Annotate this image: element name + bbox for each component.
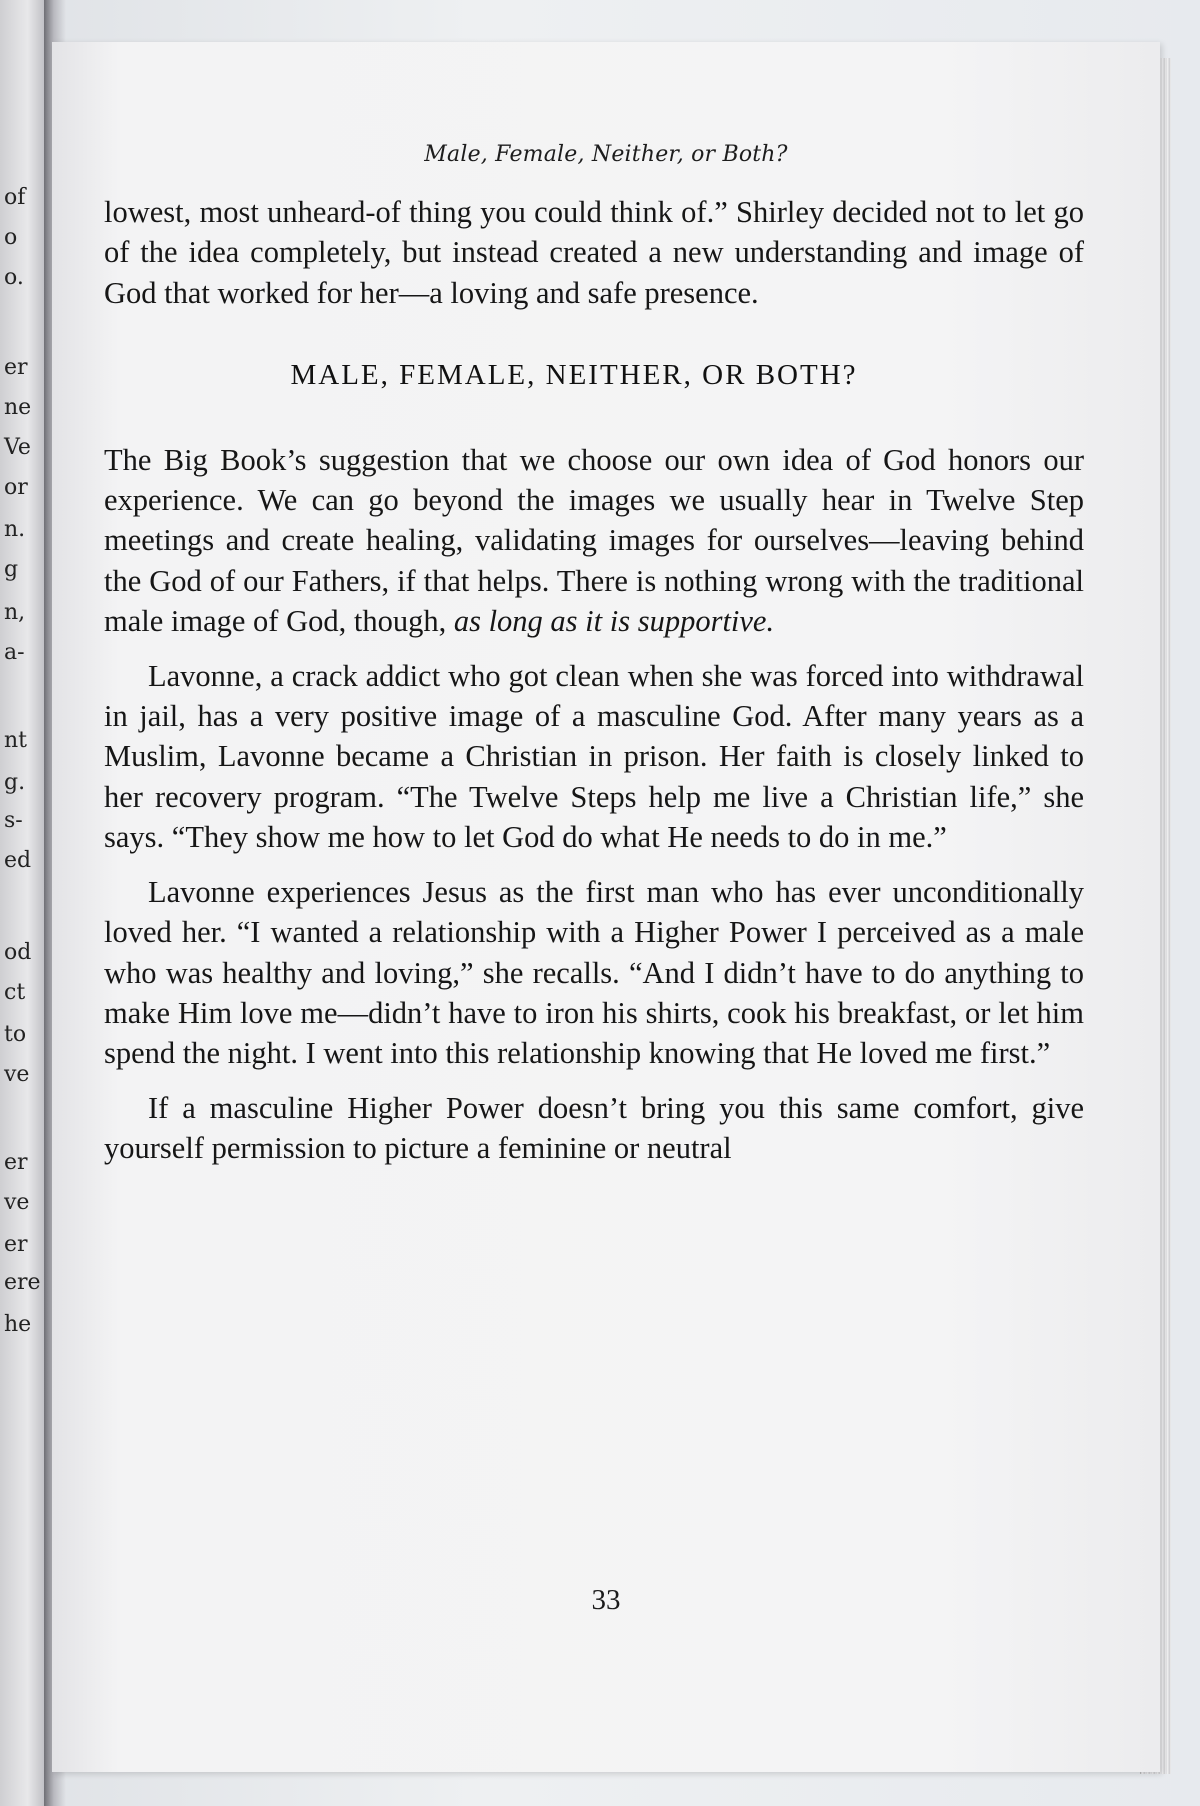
left-page-text-fragment: to [4, 1022, 27, 1047]
paragraph-continued: lowest, most unheard-of thing you could think of.” Shirley decided not to let go of the idea completely, but instead created a new understanding and image of God that worked for her—a loving and safe presence. [104, 195, 1084, 310]
left-page-text-fragment: ve [4, 1062, 30, 1087]
left-page-text-fragment: o. [4, 265, 24, 290]
left-page-text-fragment: nt [4, 728, 28, 753]
left-page-text-fragment: ne [4, 395, 32, 420]
left-page-text-fragment: s- [4, 808, 23, 833]
left-page-text-fragment: of [4, 185, 26, 210]
left-page-text-fragment: a- [4, 640, 25, 665]
left-page-edge [0, 0, 48, 1806]
running-head: Male, Female, Neither, or Both? [424, 142, 788, 167]
left-page-text-fragment: od [4, 940, 32, 965]
left-page-text-fragment: or [4, 475, 28, 500]
left-page-text-fragment: he [4, 1312, 32, 1337]
book-page [52, 42, 1160, 1772]
left-page-text-fragment: ere [4, 1270, 41, 1295]
page-number: 33 [591, 1584, 621, 1616]
left-page-text-fragment: er [4, 1232, 28, 1257]
left-page-text-fragment: n. [4, 517, 26, 542]
body-text [104, 192, 1084, 1169]
left-page-text-fragment: o [4, 225, 18, 250]
paragraph-intro [104, 440, 1084, 642]
paragraph-jesus: Lavonne experiences Jesus as the first man who has ever unconditionally loved her. “I wanted a relationship with a Higher Power I perceived as a male who was healthy and loving,” she recalls. “And I didn’t have to do anything to make Him love me—didn’t have to iron his shirts, cook his breakfast, or let him spend the night. I went into this relationship knowing that He loved me first.” [104, 874, 1084, 1071]
left-page-text-fragment: n, [4, 600, 26, 625]
section-heading: MALE, FEMALE, NEITHER, OR BOTH? [290, 359, 858, 392]
left-page-text-fragment: g. [4, 770, 26, 795]
paragraph-intro-emphasis: as long as it is supportive. [453, 604, 775, 639]
left-page-text-fragment: ve [4, 1190, 30, 1215]
paragraph-intro-text: The Big Book’s suggestion that we choose our own idea of God honors our experience. We can go beyond the images we usually hear in Twelve Step meetings and create healing, validating images for ourselves—leaving behind the God of our Fathers, if that helps. There is nothing wrong with the traditional male image of God, though, [104, 442, 1084, 639]
paragraph-masculine: If a masculine Higher Power doesn’t bring you this same comfort, give yourself permission to picture a feminine or neutral [104, 1090, 1084, 1166]
left-page-text-fragment: g [4, 557, 19, 582]
left-page-text-fragment: Ve [4, 435, 31, 460]
left-page-text-fragment: er [4, 1150, 28, 1175]
left-page-text-fragment: ct [4, 980, 26, 1005]
left-page-text-fragment: ed [4, 848, 32, 873]
paragraph-lavonne: Lavonne, a crack addict who got clean when she was forced into withdrawal in jail, has a very positive image of a masculine God. After many years as a Muslim, Lavonne became a Christian in prison. Her faith is closely linked to her recovery program. “The Twelve Steps help me live a Christian life,” she says. “They show me how to let God do what He needs to do in me.” [104, 658, 1084, 855]
left-page-text-fragment: er [4, 355, 28, 380]
